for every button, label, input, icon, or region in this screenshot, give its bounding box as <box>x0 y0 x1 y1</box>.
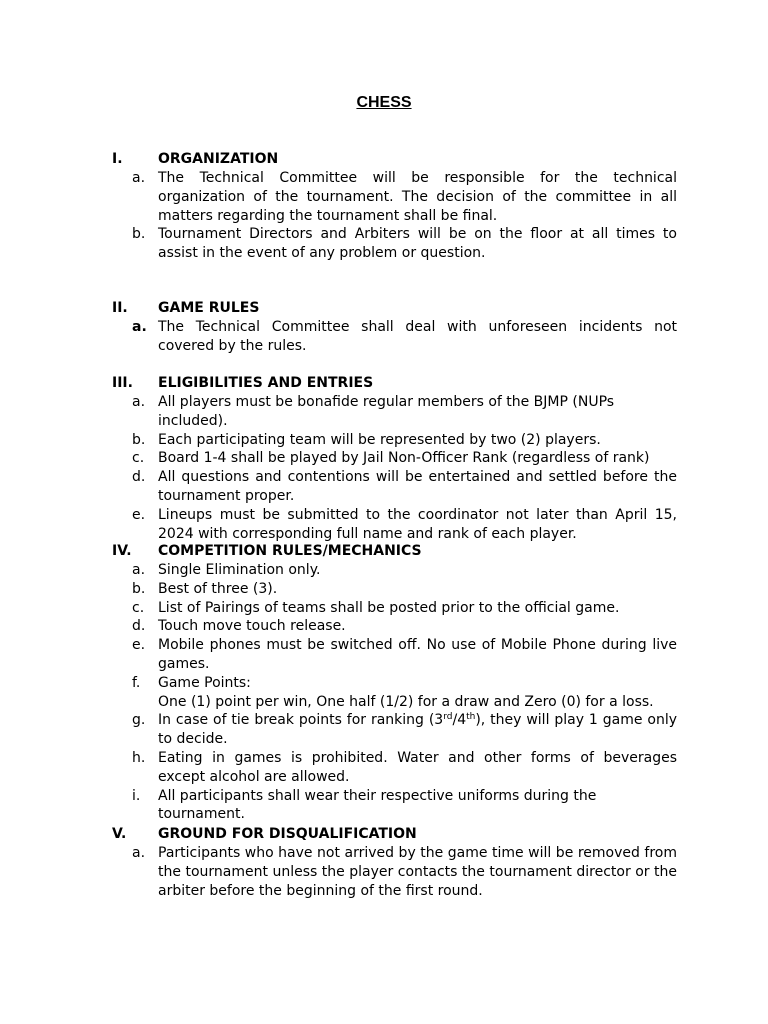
list-item <box>0 506 768 544</box>
item-marker: f. <box>132 674 141 691</box>
section-heading <box>0 542 768 561</box>
item-text: The Technical Committee will be responsible for the technical organization of the tournament. The decision of the committee in all matters regarding the tournament shall be final. <box>158 170 677 224</box>
item-text <box>158 711 677 749</box>
item-marker: b. <box>132 580 146 597</box>
item-text: The Technical Committee shall deal with unforeseen incidents not covered by the rules. <box>158 319 677 354</box>
list-item <box>0 169 768 225</box>
section-number: V. <box>112 826 127 842</box>
item-text-part: ), they will play 1 game only to decide. <box>158 712 678 748</box>
list-item <box>0 580 768 599</box>
section-heading <box>0 374 768 393</box>
item-marker: g. <box>132 712 146 729</box>
section-number: I. <box>112 151 123 167</box>
item-marker: d. <box>132 618 146 635</box>
list-item <box>0 449 768 468</box>
section-heading <box>0 299 768 318</box>
item-marker: a. <box>132 845 146 861</box>
list-item <box>0 431 768 450</box>
section-number: IV. <box>112 543 132 559</box>
item-marker: h. <box>132 749 146 766</box>
list-item <box>0 749 768 787</box>
item-text <box>158 674 677 712</box>
item-marker: e. <box>132 637 146 654</box>
ordinal-suffix: rd <box>443 712 453 723</box>
item-text-line: One (1) point per win, One half (1/2) for a draw and Zero (0) for a loss. <box>158 693 654 710</box>
list-item <box>0 711 768 749</box>
section-competition-rules <box>0 542 768 824</box>
section-number: III. <box>112 375 133 391</box>
item-marker: a. <box>132 394 146 410</box>
item-text: Eating in games is prohibited. Water and other forms of beverages except alcohol are allowed. <box>158 749 677 785</box>
document-title: CHESS <box>356 94 412 111</box>
ordinal-suffix: th <box>466 712 476 723</box>
item-marker: b. <box>132 226 146 243</box>
list-item <box>0 468 768 506</box>
section-title: COMPETITION RULES/MECHANICS <box>158 543 422 559</box>
section-title: ORGANIZATION <box>158 151 279 167</box>
item-text: Board 1-4 shall be played by Jail Non-Officer Rank (regardless of rank) <box>158 450 650 467</box>
item-marker: c. <box>132 450 145 467</box>
item-text: List of Pairings of teams shall be posted prior to the official game. <box>158 599 620 616</box>
section-heading <box>0 825 768 844</box>
list-item <box>0 561 768 580</box>
item-text-part: /4 <box>452 712 467 729</box>
item-text: Participants who have not arrived by the game time will be removed from the tournament unless the player contacts the tournament director or the arbiter before the beginning of the first round. <box>158 845 677 899</box>
section-game-rules <box>0 299 768 356</box>
section-organization <box>0 150 768 263</box>
list-item <box>0 844 768 900</box>
item-marker: e. <box>132 506 146 523</box>
item-text: Mobile phones must be switched off. No use of Mobile Phone during live games. <box>158 637 677 672</box>
item-marker: a. <box>132 170 146 186</box>
section-title: ELIGIBILITIES AND ENTRIES <box>158 375 374 391</box>
list-item <box>0 318 768 356</box>
list-item <box>0 787 768 825</box>
item-marker: a. <box>132 562 146 578</box>
item-marker: i. <box>132 787 141 804</box>
item-marker: a. <box>132 319 147 335</box>
item-text: Best of three (3). <box>158 580 278 597</box>
item-text: Single Elimination only. <box>158 562 321 578</box>
list-item <box>0 617 768 636</box>
section-heading <box>0 150 768 169</box>
item-marker: d. <box>132 469 146 486</box>
item-text: Touch move touch release. <box>158 618 346 635</box>
item-text: All questions and contentions will be entertained and settled before the tournament proper. <box>158 469 677 504</box>
section-title: GROUND FOR DISQUALIFICATION <box>158 826 417 842</box>
list-item <box>0 599 768 618</box>
item-text: All players must be bonafide regular members of the BJMP (NUPs included). <box>158 394 615 429</box>
item-marker: b. <box>132 431 146 448</box>
section-eligibilities <box>0 374 768 543</box>
list-item <box>0 636 768 674</box>
item-text: Tournament Directors and Arbiters will be on the floor at all times to assist in the event of any problem or question. <box>158 226 677 262</box>
item-marker: c. <box>132 599 145 616</box>
item-text: Lineups must be submitted to the coordinator not later than April 15, 2024 with corresponding full name and rank of each player. <box>158 506 677 542</box>
item-text-line: Game Points: <box>158 674 251 691</box>
section-title: GAME RULES <box>158 300 260 316</box>
list-item <box>0 674 768 712</box>
section-number: II. <box>112 300 128 316</box>
list-item <box>0 393 768 431</box>
section-disqualification <box>0 825 768 900</box>
item-text-part: In case of tie break points for ranking (3 <box>158 712 444 729</box>
item-text: Each participating team will be represented by two (2) players. <box>158 431 601 448</box>
item-text: All participants shall wear their respective uniforms during the tournament. <box>158 787 597 823</box>
list-item <box>0 225 768 263</box>
